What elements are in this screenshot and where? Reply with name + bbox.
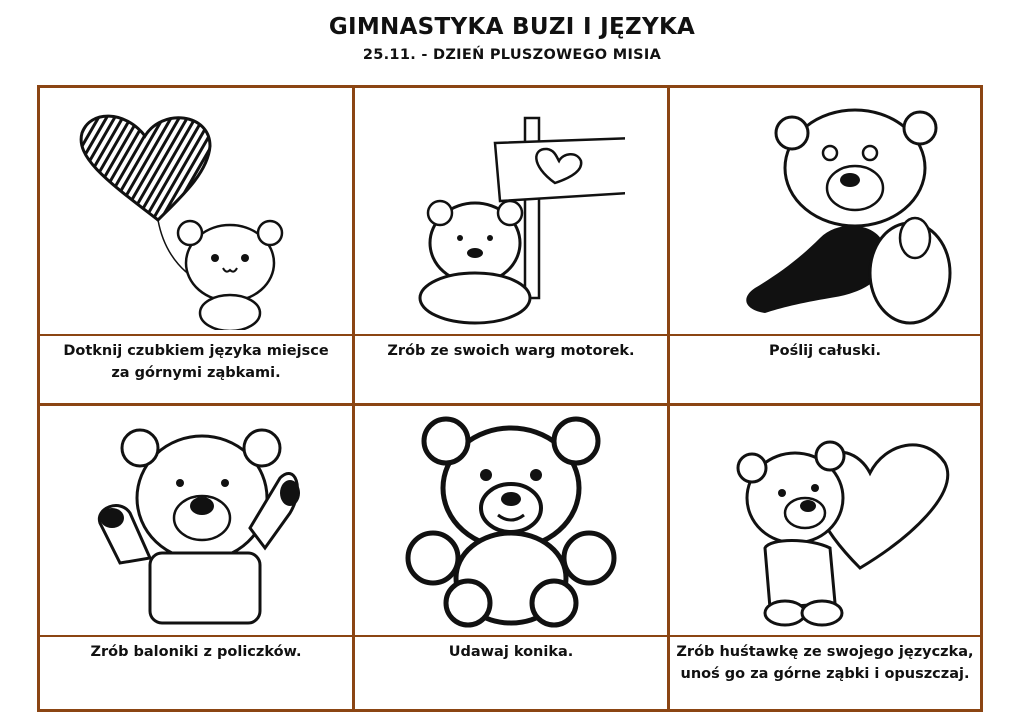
bear-hugging-heart-icon <box>710 408 960 630</box>
caption-line: Udawaj konika. <box>448 644 574 660</box>
caption-line: unoś go za górne ząbki i opuszczaj. <box>680 666 970 682</box>
caption-line: Dotknij czubkiem języka miejsce <box>63 343 329 359</box>
grid-divider <box>40 334 980 336</box>
page-title: GIMNASTYKA BUZI I JĘZYKA <box>328 14 696 40</box>
caption-line: Zrób ze swoich warg motorek. <box>387 343 635 359</box>
card-caption <box>670 641 980 685</box>
activity-grid <box>37 85 983 712</box>
bear-with-black-heart-icon <box>720 98 960 330</box>
card-caption <box>355 641 667 663</box>
caption-line: Zrób huśtawkę ze swojego języczka, <box>676 644 974 660</box>
waving-bear-icon <box>90 418 310 626</box>
grid-divider <box>352 88 355 709</box>
caption-line: Poślij całuski. <box>768 343 881 359</box>
bear-with-heart-sign-icon <box>405 113 625 328</box>
grid-divider <box>667 88 670 709</box>
bear-with-heart-balloon-icon <box>70 108 330 330</box>
card-caption <box>355 340 667 362</box>
card-caption <box>40 340 352 384</box>
grid-divider <box>40 403 980 406</box>
page-subtitle: 25.11. - DZIEŃ PLUSZOWEGO MISIA <box>362 47 662 63</box>
card-caption <box>670 340 980 362</box>
card-caption <box>40 641 352 663</box>
caption-line: za górnymi ząbkami. <box>111 365 281 381</box>
caption-line: Zrób baloniki z policzków. <box>90 644 302 660</box>
grid-divider <box>40 635 980 637</box>
bear-outline-icon <box>398 413 624 628</box>
